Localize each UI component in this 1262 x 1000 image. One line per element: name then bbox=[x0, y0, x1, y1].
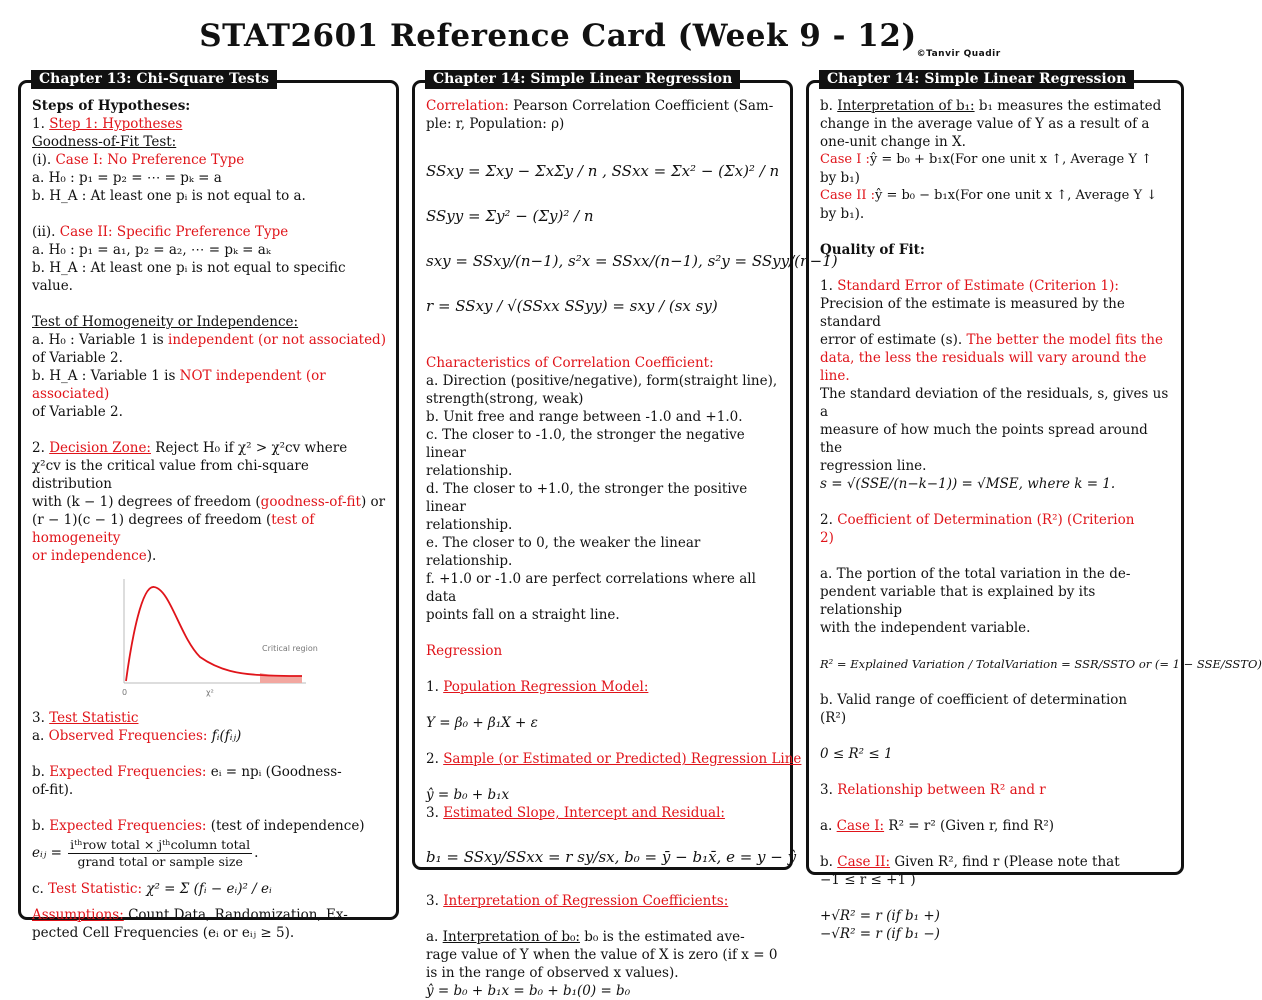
plot-zero-label: 0 bbox=[122, 688, 128, 697]
homog-h0-post: of Variable 2. bbox=[32, 350, 123, 366]
homog-h0-pre: a. H₀ : Variable 1 is bbox=[32, 332, 164, 348]
case2-num: (ii). bbox=[32, 224, 56, 240]
case1-h0: a. H₀ : p₁ = p₂ = ⋯ = pₖ = a bbox=[32, 170, 222, 186]
cod-a1: a. The portion of the total variation in the de- bbox=[820, 566, 1131, 582]
se-text1: Precision of the estimate is measured by the standard bbox=[820, 296, 1125, 330]
b0-text3: is in the range of observed x values). bbox=[426, 965, 679, 981]
char-d2: relationship. bbox=[426, 517, 513, 533]
ts-num: 3. bbox=[32, 710, 45, 726]
char-a2: strength(strong, weak) bbox=[426, 391, 584, 407]
char-f1: f. +1.0 or -1.0 are perfect correlations where all data bbox=[426, 571, 756, 605]
assume-text2: pected Cell Frequencies (eᵢ or eᵢⱼ ≥ 5). bbox=[32, 925, 295, 941]
cod-a3: with the independent variable. bbox=[820, 620, 1031, 636]
est-eq: b₁ = SSxy/SSxx = r sy/sx, b₀ = ȳ − b₁x̄, e = y − ŷ bbox=[426, 848, 797, 866]
chapter13-panel bbox=[18, 71, 399, 941]
srl-label: Sample (or Estimated or Predicted) Regression Line bbox=[443, 751, 802, 767]
se-label: Standard Error of Estimate (Criterion 1): bbox=[837, 278, 1119, 294]
rel-num: 3. bbox=[820, 782, 833, 798]
obs-math: fᵢ(fᵢⱼ) bbox=[211, 728, 242, 744]
cb-text2: −1 ≤ r ≤ +1 ) bbox=[820, 872, 916, 888]
char-heading: Characteristics of Correlation Coefficient: bbox=[426, 355, 714, 371]
formula-ssyy: SSyy = Σy² − (Σy)² / n bbox=[426, 207, 594, 225]
ca-pre: a. bbox=[820, 818, 833, 834]
chi-square-plot bbox=[110, 577, 318, 699]
plot-density-curve bbox=[126, 587, 302, 681]
exp1-cont: of-fit). bbox=[32, 782, 74, 798]
formula-variances: sxy = SSxy/(n−1), s²x = SSxx/(n−1), s²y = SSyy/(n−1) bbox=[426, 252, 838, 270]
steps-heading: Steps of Hypotheses: bbox=[32, 98, 191, 114]
exp1-math: eᵢ = npᵢ (Goodness- bbox=[210, 764, 342, 780]
dz-text3-post: ) or bbox=[360, 494, 386, 510]
cb-text1: Given R², find r (Please note that bbox=[894, 854, 1120, 870]
exp2-post: (test of independence) bbox=[210, 818, 365, 834]
chapter13-header: Chapter 13: Chi-Square Tests bbox=[31, 70, 277, 89]
char-f2: points fall on a straight line. bbox=[426, 607, 620, 623]
case1-label: Case I: No Preference Type bbox=[55, 152, 245, 168]
case2-cont: by b₁). bbox=[820, 206, 865, 222]
eij-formula: eᵢⱼ = $\frac{\text{iᵗʰrow total × jᵗʰcolumn total}}{\text{grand total or sample size}}$ . bbox=[32, 837, 259, 869]
range-eq: 0 ≤ R² ≤ 1 bbox=[820, 746, 893, 762]
step1-num: 1. bbox=[32, 116, 45, 132]
exp1-pre: b. bbox=[32, 764, 45, 780]
ts-label: Test Statistic bbox=[49, 710, 139, 726]
plot-x-label: χ² bbox=[206, 688, 214, 697]
dz-text4-pre: (r − 1)(c − 1) degrees of freedom ( bbox=[32, 512, 272, 528]
page-title bbox=[0, 18, 1200, 59]
homog-heading: Test of Homogeneity or Independence: bbox=[32, 314, 299, 330]
b1-pre: b. bbox=[820, 98, 833, 114]
cod-label2: 2) bbox=[820, 530, 834, 546]
char-a1: a. Direction (positive/negative), form(straight line), bbox=[426, 373, 778, 389]
chapter14b-header: Chapter 14: Simple Linear Regression bbox=[819, 70, 1134, 89]
char-e: e. The closer to 0, the weaker the linear relationship. bbox=[426, 535, 701, 569]
stat-math: χ² = Σ (fᵢ − eᵢ)² / eᵢ bbox=[146, 881, 272, 897]
cb-pre: b. bbox=[820, 854, 833, 870]
case2-red: Case II : bbox=[820, 188, 875, 203]
formula-r: r = SSxy / √(SSxx SSyy) = sxy / (sx sy) bbox=[426, 297, 718, 315]
srl-num: 2. bbox=[426, 751, 439, 767]
case2-ha: b. H_A : At least one pᵢ is not equal to specific value. bbox=[32, 260, 346, 294]
est-label: Estimated Slope, Intercept and Residual: bbox=[443, 805, 725, 821]
r2-eq: R² = Explained Variation / TotalVariation = SSR/SSTO or (= 1 − SSE/SSTO) bbox=[820, 657, 1262, 671]
case1-ha: b. H_A : At least one pᵢ is not equal to a. bbox=[32, 188, 306, 204]
char-d1: d. The closer to +1.0, the stronger the positive linear bbox=[426, 481, 748, 515]
assume-label: Assumptions: bbox=[32, 907, 124, 923]
chapter14a-header: Chapter 14: Simple Linear Regression bbox=[425, 70, 740, 89]
corr-text1: Pearson Correlation Coefficient (Sam- bbox=[513, 98, 774, 114]
ca-text: R² = r² (Given r, find R²) bbox=[888, 818, 1055, 834]
cod-label: Coefficient of Determination (R²) (Criterion bbox=[837, 512, 1135, 528]
plot-critical-label: Critical region bbox=[262, 644, 318, 653]
homog-h0-red: independent (or not associated) bbox=[168, 332, 386, 348]
qof-heading: Quality of Fit: bbox=[820, 242, 925, 258]
cod-a2: pendent variable that is explained by its relationship bbox=[820, 584, 1096, 618]
se-text3: data, the less the residuals will vary around the line. bbox=[820, 350, 1147, 384]
interp-num: 3. bbox=[426, 893, 439, 909]
stat-pre: c. bbox=[32, 881, 44, 897]
dz-text3-red: goodness-of-fit bbox=[260, 494, 361, 510]
b0-text2: rage value of Y when the value of X is zero (if x = 0 bbox=[426, 947, 778, 963]
case2-label: Case II: Specific Preference Type bbox=[59, 224, 289, 240]
homog-ha-red: NOT independent (or associated) bbox=[32, 368, 326, 402]
obs-pre: a. bbox=[32, 728, 45, 744]
srl-eq: ŷ = b₀ + b₁x bbox=[426, 787, 510, 803]
rel-label: Relationship between R² and r bbox=[837, 782, 1046, 798]
obs-label: Observed Frequencies: bbox=[48, 728, 208, 744]
chapter14-panel-b bbox=[806, 71, 1262, 942]
exp1-label: Expected Frequencies: bbox=[49, 764, 207, 780]
b0-eq: ŷ = b₀ + b₁x = b₀ + b₁(0) = b₀ bbox=[426, 983, 631, 999]
se-text2-red: The better the model fits the bbox=[966, 332, 1163, 348]
root-pos: +√R² = r (if b₁ +) bbox=[820, 908, 940, 924]
exp2-label: Expected Frequencies: bbox=[49, 818, 207, 834]
eij-num: iᵗʰrow total × jᵗʰcolumn total bbox=[70, 837, 251, 852]
est-num: 3. bbox=[426, 805, 439, 821]
formula-ssxy: SSxy = Σxy − ΣxΣy / n , SSxx = Σx² − (Σx)² / n bbox=[426, 162, 780, 180]
case1-red: Case I : bbox=[820, 152, 870, 167]
se-text2-pre: error of estimate (s). bbox=[820, 332, 963, 348]
homog-ha-post: of Variable 2. bbox=[32, 404, 123, 420]
dz-text4-red: test of homogeneity bbox=[32, 512, 315, 546]
cod-b1: b. Valid range of coefficient of determination bbox=[820, 692, 1128, 708]
stat-label: Test Statistic: bbox=[48, 881, 142, 897]
b1-text1: b₁ measures the estimated bbox=[978, 98, 1162, 114]
eij-lhs: eᵢⱼ = bbox=[32, 845, 62, 861]
dz-num: 2. bbox=[32, 440, 45, 456]
prm-label: Population Regression Model: bbox=[443, 679, 649, 695]
se-num: 1. bbox=[820, 278, 833, 294]
dz-text5-post: ). bbox=[146, 548, 157, 564]
dz-text2: χ²cv is the critical value from chi-square distribution bbox=[32, 458, 309, 492]
b0-pre: a. bbox=[426, 929, 439, 945]
case1-cont: by b₁) bbox=[820, 170, 860, 186]
dz-text3-pre: with (k − 1) degrees of freedom ( bbox=[32, 494, 261, 510]
copyright: ©Tanvir Quadir bbox=[916, 49, 1001, 59]
exp2-pre: b. bbox=[32, 818, 45, 834]
char-c2: relationship. bbox=[426, 463, 513, 479]
se-eq: s = √(SSE/(n−k−1)) = √MSE, where k = 1. bbox=[820, 476, 1116, 492]
case1-text: ŷ = b₀ + b₁x(For one unit x ↑, Average Y ↑ bbox=[869, 152, 1152, 167]
regression-heading: Regression bbox=[426, 643, 503, 659]
dz-label: Decision Zone: bbox=[49, 440, 151, 456]
eij-fraction bbox=[68, 837, 252, 870]
dz-text5-red: or independence bbox=[32, 548, 147, 564]
eij-den: grand total or sample size bbox=[77, 854, 243, 869]
se-text6: regression line. bbox=[820, 458, 927, 474]
corr-text2: ple: r, Population: ρ) bbox=[426, 116, 565, 132]
cod-num: 2. bbox=[820, 512, 833, 528]
step1-label: Step 1: Hypotheses bbox=[49, 116, 183, 132]
title-text: STAT2601 Reference Card (Week 9 - 12) bbox=[199, 18, 917, 54]
se-text4: The standard deviation of the residuals, s, gives us a bbox=[820, 386, 1169, 420]
interp-label: Interpretation of Regression Coefficients: bbox=[443, 893, 729, 909]
b1-label: Interpretation of b₁: bbox=[837, 98, 975, 114]
ca-label: Case I: bbox=[836, 818, 885, 834]
root-neg: −√R² = r (if b₁ −) bbox=[820, 926, 940, 942]
assume-text1: Count Data, Randomization, Ex- bbox=[128, 907, 348, 923]
prm-num: 1. bbox=[426, 679, 439, 695]
char-b: b. Unit free and range between -1.0 and +1.0. bbox=[426, 409, 743, 425]
char-c1: c. The closer to -1.0, the stronger the negative linear bbox=[426, 427, 745, 461]
corr-label: Correlation: bbox=[426, 98, 509, 114]
cod-b2: (R²) bbox=[820, 710, 847, 726]
b1-text2: change in the average value of Y as a result of a bbox=[820, 116, 1150, 132]
cb-label: Case II: bbox=[837, 854, 891, 870]
dz-text1: Reject H₀ if χ² > χ²cv where bbox=[155, 440, 348, 456]
case2-text: ŷ = b₀ − b₁x(For one unit x ↑, Average Y ↓ bbox=[874, 188, 1158, 203]
homog-ha-pre: b. H_A : Variable 1 is bbox=[32, 368, 176, 384]
case2-h0: a. H₀ : p₁ = a₁, p₂ = a₂, ⋯ = pₖ = aₖ bbox=[32, 242, 271, 258]
prm-eq: Y = β₀ + β₁X + ε bbox=[426, 715, 538, 731]
b1-text3: one-unit change in X. bbox=[820, 134, 966, 150]
se-text5: measure of how much the points spread around the bbox=[820, 422, 1148, 456]
b0-text1: b₀ is the estimated ave- bbox=[584, 929, 745, 945]
b0-label: Interpretation of b₀: bbox=[442, 929, 580, 945]
gof-heading: Goodness-of-Fit Test: bbox=[32, 134, 177, 150]
case1-num: (i). bbox=[32, 152, 52, 168]
